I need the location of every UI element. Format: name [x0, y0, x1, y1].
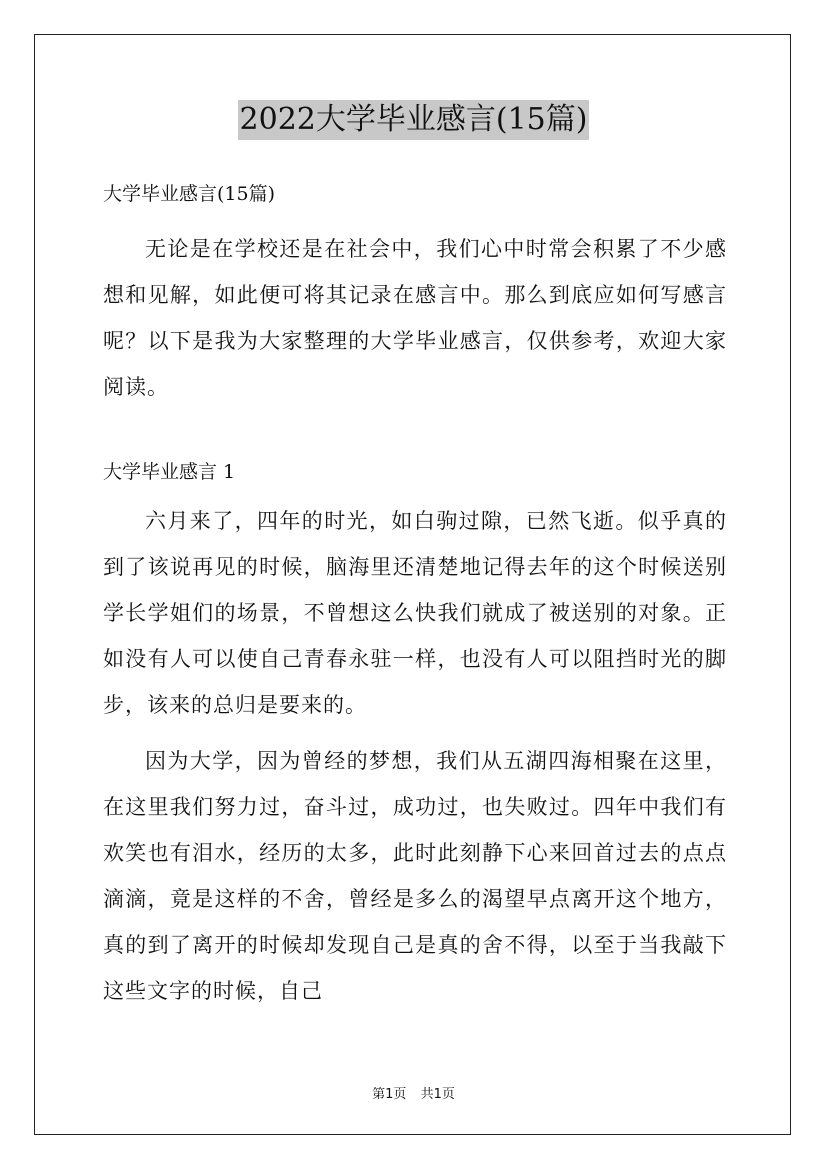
section-heading: 大学毕业感言 1 — [103, 461, 236, 483]
page-footer — [0, 1083, 827, 1102]
document-body — [103, 178, 727, 1014]
intro-paragraph: 无论是在学校还是在社会中，我们心中时常会积累了不少感想和见解，如此便可将其记录在感言中。那么到底应如何写感言呢？以下是我为大家整理的大学毕业感言，仅供参考，欢迎大家阅读。 — [103, 237, 727, 399]
body-paragraph: 六月来了，四年的时光，如白驹过隙，已然飞逝。似乎真的到了该说再见的时候，脑海里还清楚地记得去年的这个时候送别学长学姐们的场景，不曾想这么快我们就成了被送别的对象。正如没有人可以使自己青春永驻一样，也没有人可以阻挡时光的脚步，该来的总归是要来的。 — [103, 509, 727, 717]
page-total: 共1页 — [420, 1087, 455, 1102]
body-paragraph: 因为大学，因为曾经的梦想，我们从五湖四海相聚在这里，在这里我们努力过，奋斗过，成功过，也失败过。四年中我们有欢笑也有泪水，经历的太多，此时此刻静下心来回首过去的点点滴滴，竟是这样的不舍，曾经是多么的渴望早点离开这个地方，真的到了离开的时候却发现自己是真的舍不得，以至于当我敲下这些文字的时候，自己 — [103, 749, 727, 1003]
document-title: 2022大学毕业感言(15篇) — [238, 100, 590, 140]
title-container — [0, 100, 827, 140]
page-number: 第1页 — [372, 1087, 407, 1102]
document-subtitle: 大学毕业感言(15篇) — [103, 183, 276, 205]
